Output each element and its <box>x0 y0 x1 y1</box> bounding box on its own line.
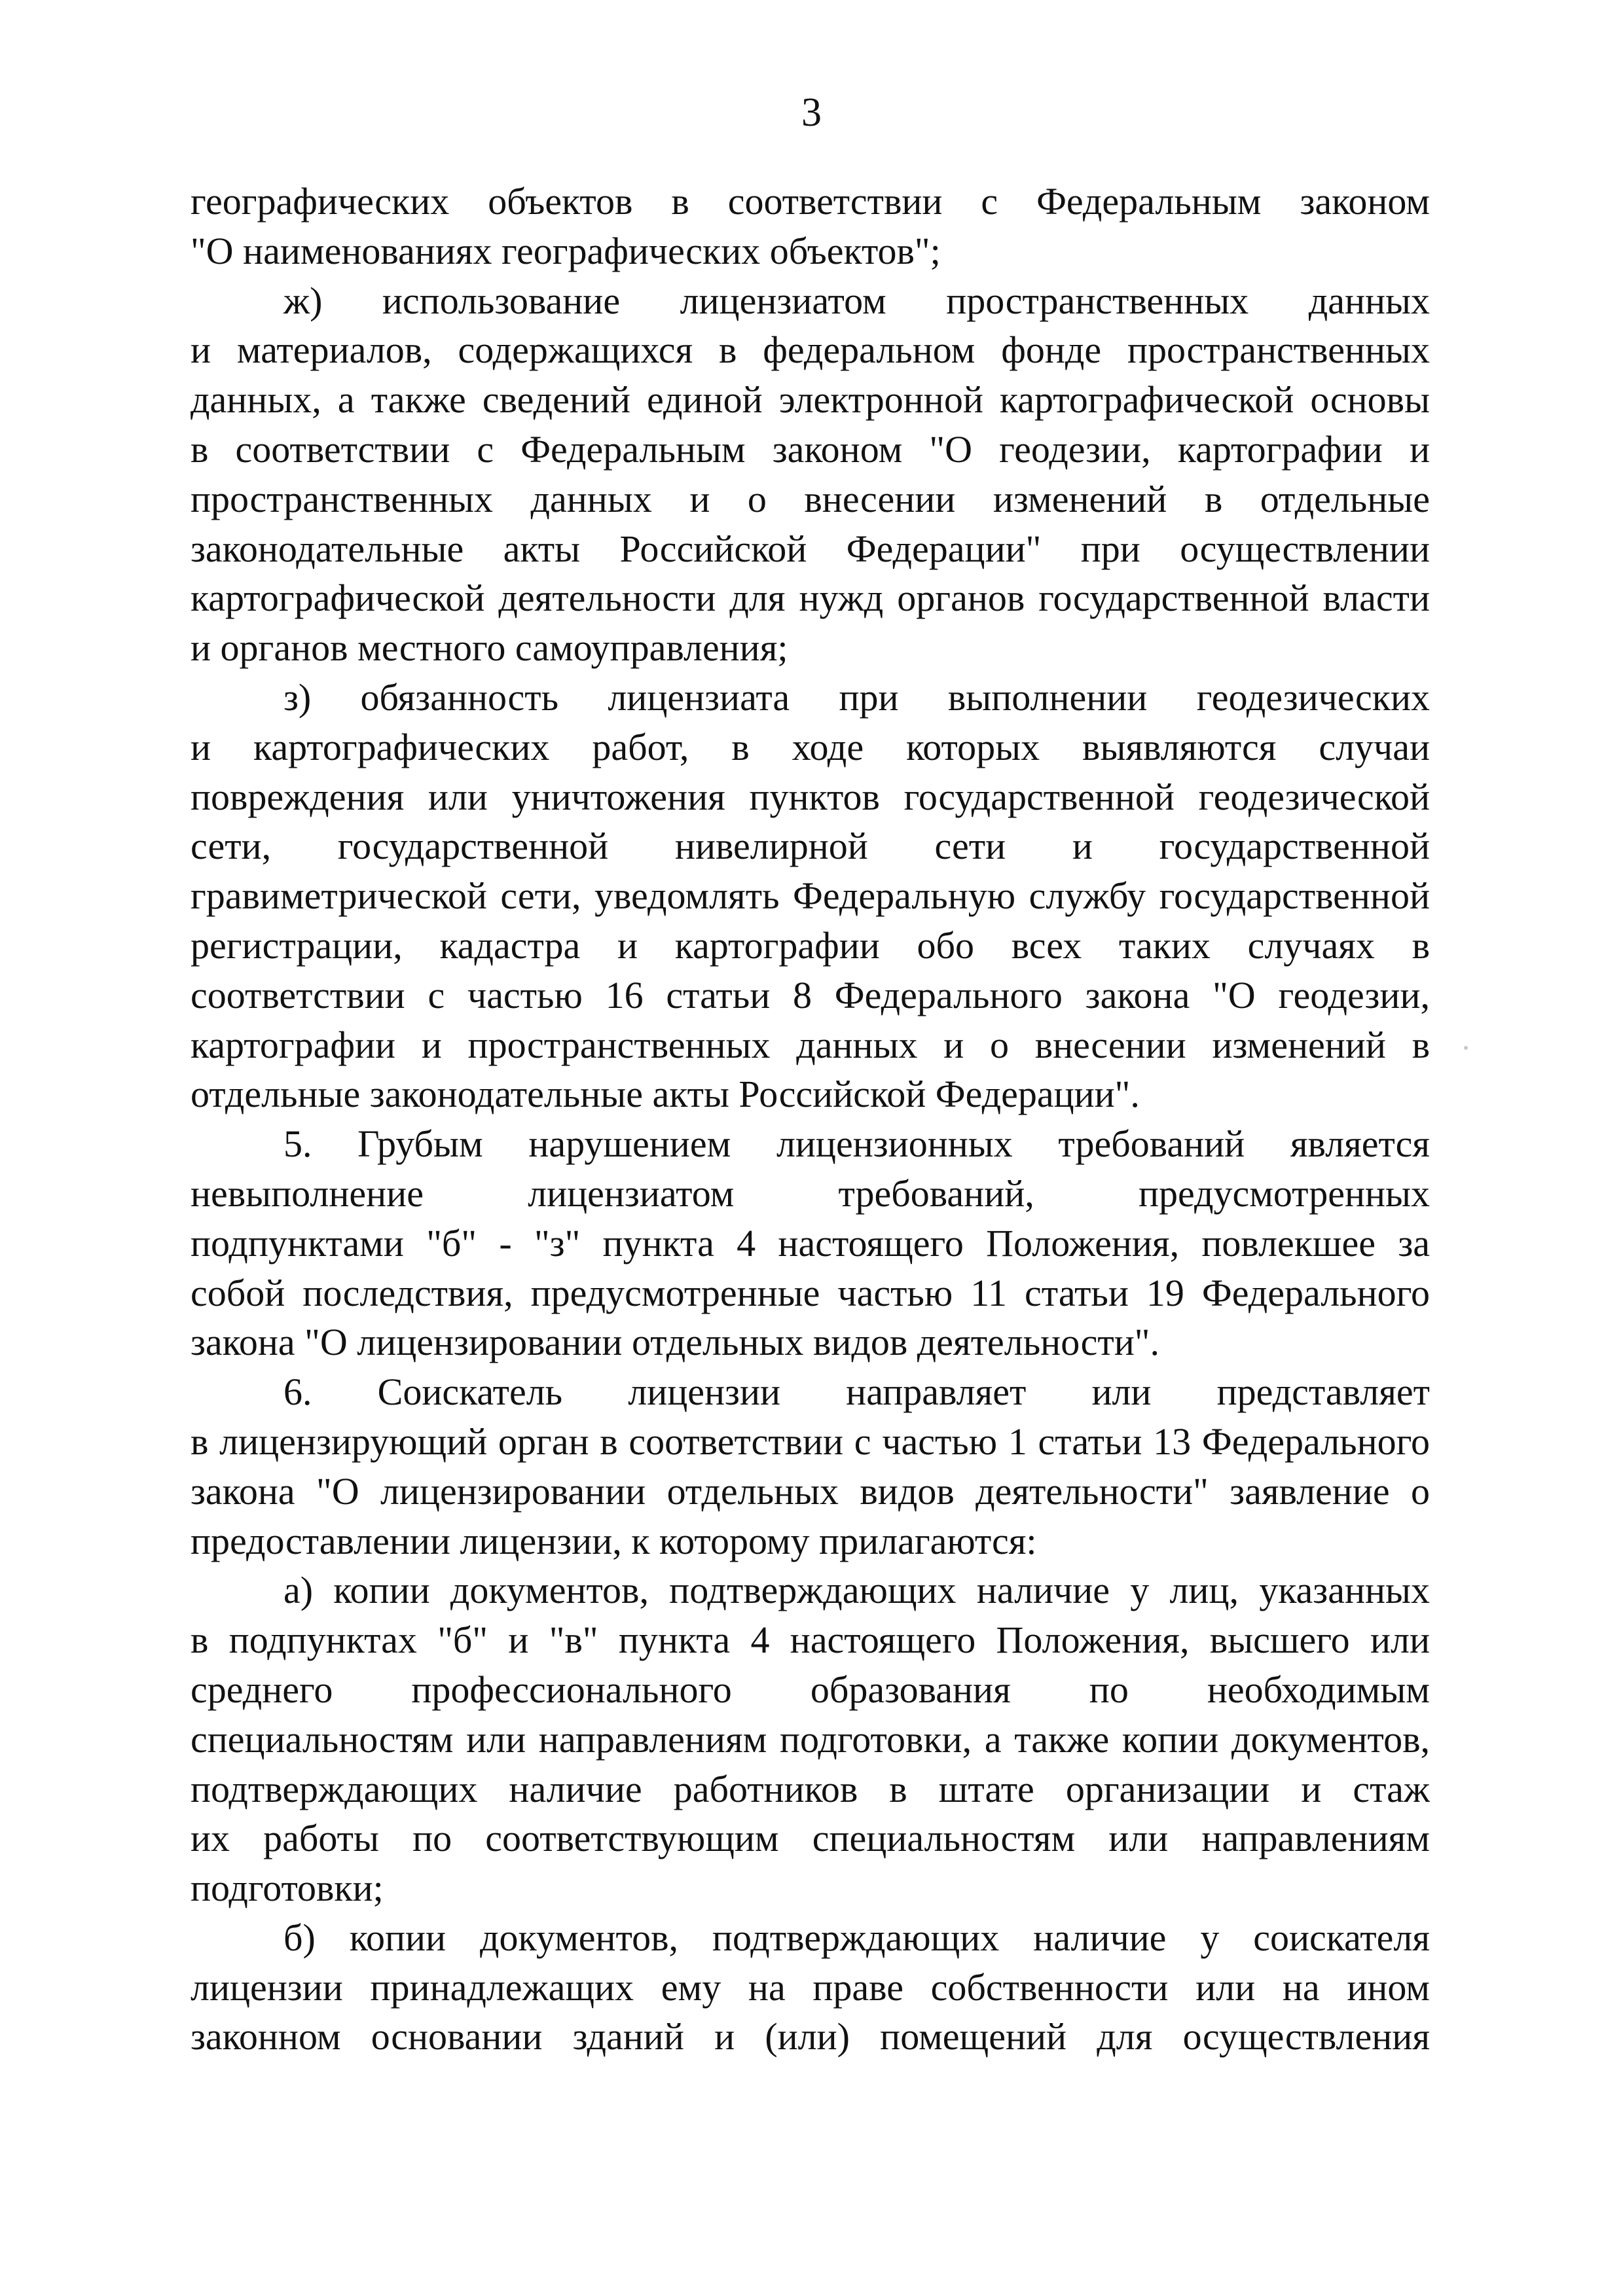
text-line: повреждения или уничтожения пунктов государственной геодезической <box>191 775 1430 818</box>
text-line: а) копии документов, подтверждающих наличие у лиц, указанных <box>283 1569 1430 1612</box>
text-line: сети, государственной нивелирной сети и государственной <box>191 825 1430 868</box>
text-line: собой последствия, предусмотренные частью 11 статьи 19 Федерального <box>191 1271 1430 1314</box>
paragraph-p-z <box>191 673 1430 1119</box>
text-line: картографической деятельности для нужд органов государственной власти <box>191 577 1430 620</box>
text-line: в соответствии с Федеральным законом "О геодезии, картографии и <box>191 427 1430 471</box>
document-body <box>191 177 1430 2062</box>
paragraph-p-b <box>191 1913 1430 2062</box>
text-line: подпунктами "б" - "з" пункта 4 настоящего Положения, повлекшее за <box>191 1221 1430 1265</box>
text-line: лицензии принадлежащих ему на праве собственности или на ином <box>191 1965 1430 2009</box>
text-line: и материалов, содержащихся в федеральном фонде пространственных <box>191 329 1430 372</box>
text-line: з) обязанность лицензиата при выполнении геодезических <box>283 675 1430 719</box>
scan-artifact-dot <box>1464 1046 1468 1050</box>
text-line: невыполнение лицензиатом требований, предусмотренных <box>191 1172 1430 1215</box>
text-line: гравиметрической сети, уведомлять Федеральную службу государственной <box>191 874 1430 918</box>
paragraph-p-6 <box>191 1367 1430 1566</box>
text-line: предоставлении лицензии, к которому прилагаются: <box>191 1519 1037 1562</box>
text-line: подготовки; <box>191 1867 384 1910</box>
text-line: географических объектов в соответствии с Федеральным законом <box>191 180 1430 223</box>
text-line: картографии и пространственных данных и о внесении изменений в <box>191 1023 1430 1066</box>
text-line: в лицензирующий орган в соответствии с частью 1 статьи 13 Федерального <box>191 1420 1430 1463</box>
page-number: 3 <box>801 90 822 135</box>
paragraph-p-continued <box>191 177 1430 276</box>
text-line: 6. Соискатель лицензии направляет или представляет <box>283 1371 1430 1414</box>
text-line: законодательные акты Российской Федерации" при осуществлении <box>191 527 1430 570</box>
text-line: ж) использование лицензиатом пространственных данных <box>283 279 1430 322</box>
text-line: и картографических работ, в ходе которых выявляются случаи <box>191 725 1430 768</box>
text-line: закона "О лицензировании отдельных видов деятельности" заявление о <box>191 1469 1430 1513</box>
text-line: законном основании зданий и (или) помещений для осуществления <box>191 2015 1430 2058</box>
paragraph-p-a <box>191 1566 1430 1913</box>
text-line: закона "О лицензировании отдельных видов деятельности". <box>191 1321 1159 1364</box>
text-line: данных, а также сведений единой электронной картографической основы <box>191 378 1430 422</box>
text-line: б) копии документов, подтверждающих наличие у соискателя <box>283 1916 1430 1959</box>
text-line: 5. Грубым нарушением лицензионных требований является <box>283 1122 1430 1166</box>
text-line: пространственных данных и о внесении изменений в отдельные <box>191 477 1430 520</box>
text-line: специальностям или направлениям подготовки, а также копии документов, <box>191 1717 1430 1761</box>
text-line: и органов местного самоуправления; <box>191 626 788 670</box>
text-line: регистрации, кадастра и картографии обо всех таких случаях в <box>191 924 1430 967</box>
paragraph-p-zh <box>191 276 1430 673</box>
text-line: в подпунктах "б" и "в" пункта 4 настоящего Положения, высшего или <box>191 1619 1430 1662</box>
text-line: подтверждающих наличие работников в штате организации и стаж <box>191 1767 1430 1810</box>
text-line: их работы по соответствующим специальностям или направлениям <box>191 1817 1430 1860</box>
text-line: отдельные законодательные акты Российской Федерации". <box>191 1073 1140 1116</box>
text-line: среднего профессионального образования по необходимым <box>191 1668 1430 1711</box>
text-line: "О наименованиях географических объектов"; <box>191 229 941 272</box>
paragraph-p-5 <box>191 1119 1430 1367</box>
text-line: соответствии с частью 16 статьи 8 Федерального закона "О геодезии, <box>191 973 1430 1016</box>
